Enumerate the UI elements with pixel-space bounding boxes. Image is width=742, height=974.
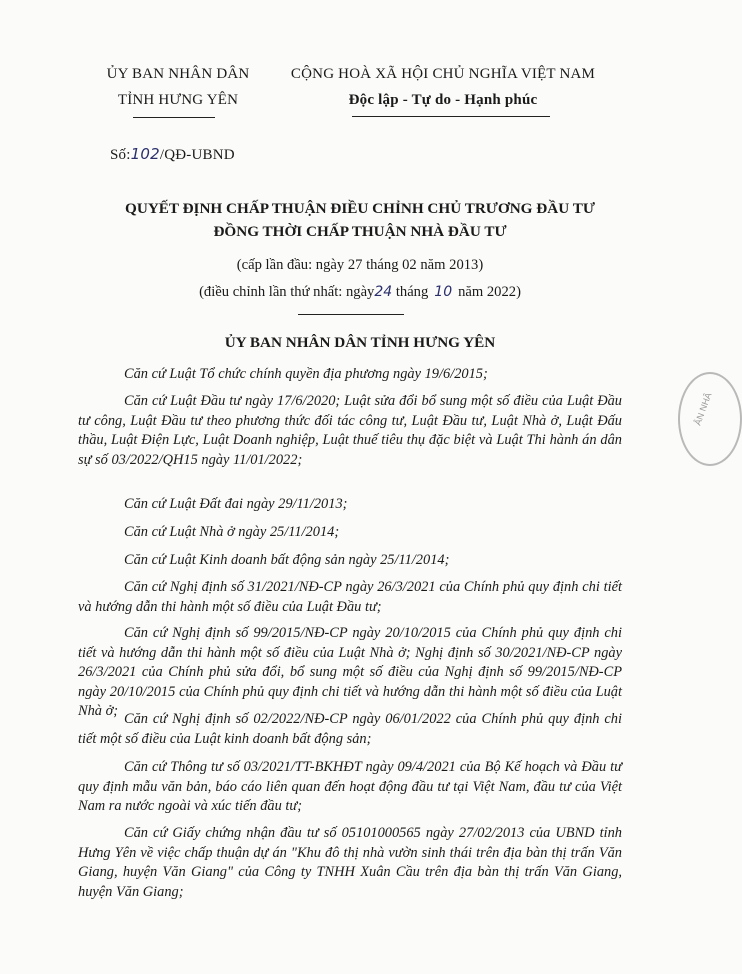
org-underline (133, 117, 215, 118)
decision-title-line1: QUYẾT ĐỊNH CHẤP THUẬN ĐIỀU CHỈNH CHỦ TRƯƠNG ĐẦU TƯ (125, 200, 595, 217)
adjust-suffix: năm 2022) (458, 284, 521, 300)
number-prefix: Số: (110, 147, 131, 163)
basis-investment-law: Căn cứ Luật Đầu tư ngày 17/6/2020; Luật sửa đổi bổ sung một số điều của Luật Đầu tư công, Luật Đầu tư theo phương thức đối tác công tư, Luật Đầu tư, Luật Nhà ở, Luật Đấu thầu, Luật Điện Lực, Luật Doanh nghiệp, Luật thuế tiêu thụ đặc biệt và Luật Thi hành án dân sự số 03/2022/QH15 ngày 11/01/2022; (78, 393, 622, 468)
basis-decree-99-30: Căn cứ Nghị định số 99/2015/NĐ-CP ngày 20/10/2015 của Chính phủ quy định chi tiết và hướng dẫn thi hành một số điều của Luật Nhà ở; Nghị định số 30/2021/NĐ-CP ngày 26/3/2021 của Chính phủ sửa đổi, bổ sung một số điều của Nghị định số 99/2015/NĐ-CP ngày 20/10/2015 của Chính phủ quy định chi tiết và hướng dẫn thi hành một số điều của Luật Nhà ở; (78, 625, 622, 719)
nation-title: CỘNG HOÀ XÃ HỘI CHỦ NGHĨA VIỆT NAM (290, 66, 596, 82)
seal-text: ÂN NHÂ (692, 391, 714, 427)
basis-housing-law: Căn cứ Luật Nhà ở ngày 25/11/2014; (124, 524, 340, 540)
adjust-day-handwritten: 24 (374, 284, 393, 300)
official-seal-partial (678, 372, 742, 466)
title-divider (298, 314, 404, 315)
issue-first-date: (cấp lần đầu: ngày 27 tháng 02 năm 2013) (236, 257, 484, 273)
number-suffix: /QĐ-UBND (159, 147, 235, 163)
basis-circular-03: Căn cứ Thông tư số 03/2021/TT-BKHĐT ngày 09/4/2021 của Bộ Kế hoạch và Đầu tư quy định mẫu văn bản, báo cáo liên quan đến hoạt động đầu tư tại Việt Nam, đầu tư của Việt Nam ra nước ngoài và xúc tiến đầu tư; (78, 759, 622, 814)
adjustment-date (60, 284, 660, 301)
decision-title-line2: ĐỒNG THỜI CHẤP THUẬN NHÀ ĐẦU TƯ (213, 223, 507, 240)
basis-land-law: Căn cứ Luật Đất đai ngày 29/11/2013; (124, 496, 348, 512)
org-name-line1: ỦY BAN NHÂN DÂN (106, 66, 250, 82)
org-name-line2: TỈNH HƯNG YÊN (117, 92, 239, 108)
nation-motto: Độc lập - Tự do - Hạnh phúc (348, 92, 538, 108)
adjust-middle: tháng (395, 284, 429, 300)
basis-decree-02: Căn cứ Nghị định số 02/2022/NĐ-CP ngày 06/01/2022 của Chính phủ quy định chi tiết một số điều của Luật kinh doanh bất động sản; (78, 711, 622, 747)
document-number (110, 145, 235, 164)
authority-heading: ỦY BAN NHÂN DÂN TỈNH HƯNG YÊN (224, 334, 496, 351)
basis-investment-certificate: Căn cứ Giấy chứng nhận đầu tư số 05101000565 ngày 27/02/2013 của UBND tỉnh Hưng Yên về việc chấp thuận dự án "Khu đô thị nhà vườn sinh thái trên địa bàn thị trấn Văn Giang, huyện Văn Giang" của Công ty TNHH Xuân Cầu trên địa bàn thị trấn Văn Giang, huyện Văn Giang; (78, 825, 622, 900)
number-handwritten: 102 (130, 145, 160, 163)
basis-local-government-law: Căn cứ Luật Tổ chức chính quyền địa phương ngày 19/6/2015; (124, 366, 488, 382)
basis-decree-31: Căn cứ Nghị định số 31/2021/NĐ-CP ngày 26/3/2021 của Chính phủ quy định chi tiết và hướng dẫn thi hành một số điều của Luật Đầu tư; (78, 579, 622, 615)
adjust-prefix: (điều chỉnh lần thứ nhất: ngày (199, 284, 375, 300)
motto-underline (352, 116, 550, 117)
basis-real-estate-law: Căn cứ Luật Kinh doanh bất động sản ngày 25/11/2014; (124, 552, 450, 568)
adjust-month-handwritten: 10 (434, 284, 453, 300)
